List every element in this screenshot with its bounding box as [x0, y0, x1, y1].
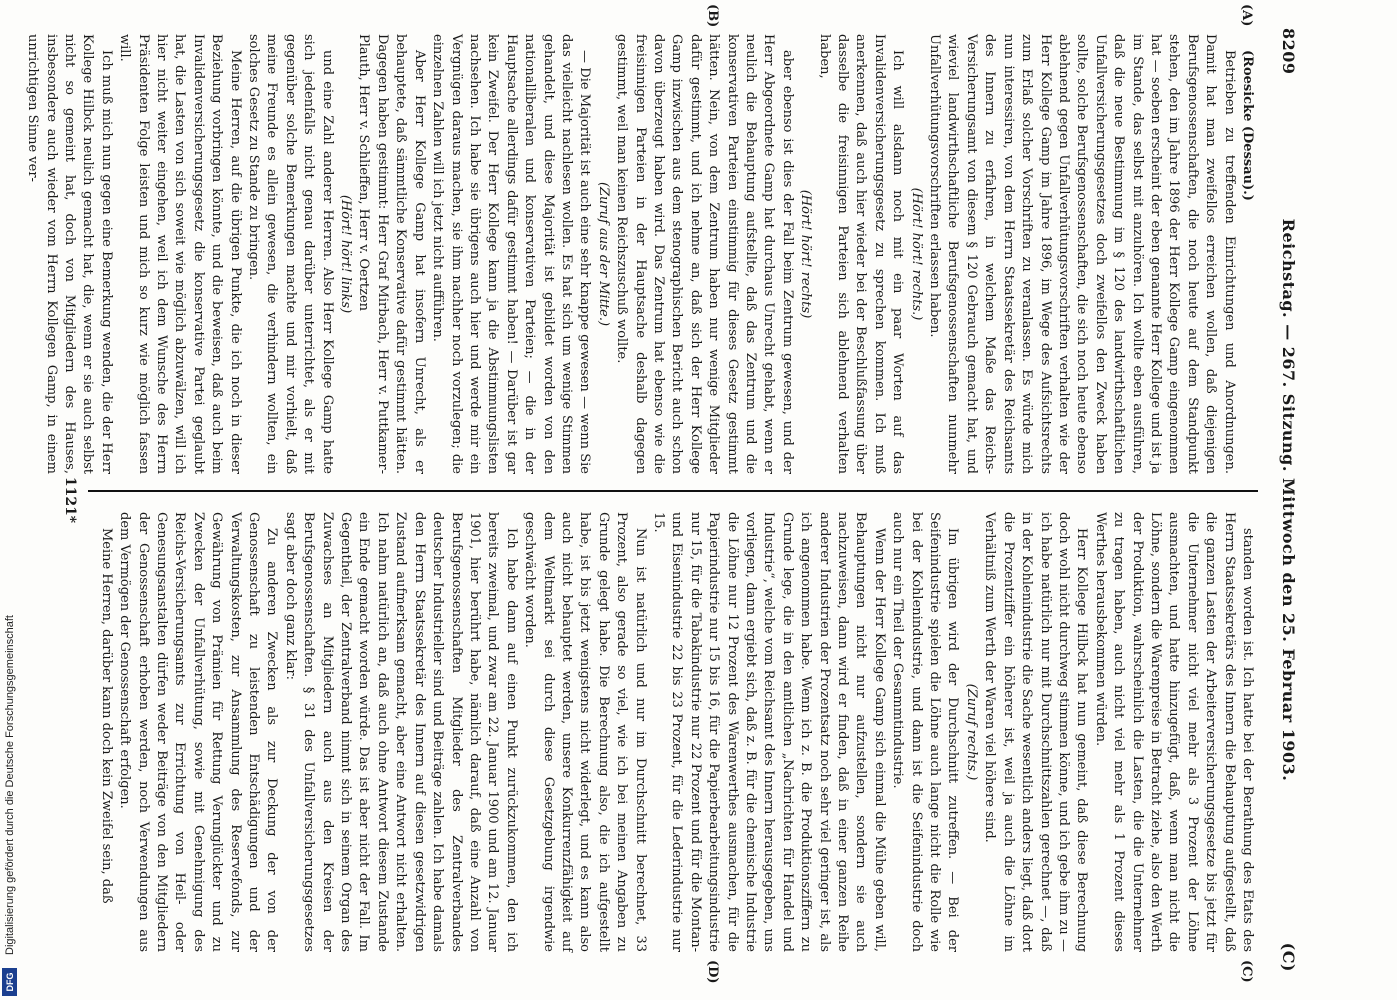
- running-header: [1268, 28, 1298, 972]
- page-number-header: 8209: [1279, 28, 1298, 75]
- dfg-logo-icon: [2, 968, 17, 996]
- paragraph: Betrieben zu treffenden Einrichtungen und Anordnungen. Damit hat man zweifellos erreichen wollen, daß diejenigen Berufsgenossenschaften, die noch heute auf dem Standpunkt stehen, den im Jahre 1896 der Herr Kollege Gamp eingenommen hat — soeben erscheint der eben genannte Herr Kollege und ist ja im Stande, das selbst mit anzuhören. Ich wollte eben ausführen, daß die neue Bestimmung im § 120 des landwirthschaftlichen Unfallversicherungsgesetzes doch zweifellos den Zweck haben sollte, solche Berufsgenossenschaften, die sich noch heute ebenso ablehnend gegen Unfallverhütungsvorschriften verhalten wie der Herr Kollege Gamp im Jahre 1896, im Wege des Aufsichtsrechts zum Erlaß solcher Vorschriften zu veranlassen. Es würde mich nun interessiren, von dem Herrn Staatssekretär des Reichsamts des Innern zu erfahren, in welchem Maße das Reichs-Versicherungsamt von diesem § 120 Gebrauch gemacht hat, und wieviel landwirthschaftliche Berufsgenossenschaften nunmehr Unfallverhütungsvorschriften erlassen haben.: [927, 34, 1237, 474]
- speaker-name: (Roesicke (Dessau).): [1240, 50, 1255, 201]
- paragraph: Ich muß mich nun gegen eine Bemerkung wenden, die der Herr Kollege Hilbck neulich gemacht hat, die, wenn er sie auch selbst nicht so gemeint hat, doch von Mitgliedern des Hauses, insbesondere auch wieder vom Herrn Kollegen Gamp, in einem unrichtigen Sinne ver-: [25, 34, 114, 474]
- paragraph: Im übrigen wird der Durchschnitt zutreffen. — Bei der Seifenindustrie spielen die Löhne auch lange nicht die Rolle wie bei der Kohlenindustrie, und dann ist die Seifenindustrie doch auch nur ein Theil der Gesammtindustrie.: [890, 512, 961, 952]
- page-footer-number: 1121*: [62, 476, 78, 524]
- column-divider: [88, 490, 1258, 492]
- right-column: [98, 512, 1256, 952]
- paragraph: aber ebenso ist dies der Fall beim Zentrum gewesen, und der Herr Abgeordnete Gamp hat durchaus Unrecht gehabt, wenn er neulich die Behauptung aufstellte, daß das Zentrum und die konservativen Parteien einstimmig für dieses Gesetz gestimmt hätten. Nein, von dem Zentrum haben nur wenige Mitglieder dafür gestimmt, und ich nehme an, daß sich der Herr Kollege Gamp inzwischen aus dem stenographischen Bericht auch schon davon überzeugt haben wird. Das Zentrum hat ebenso wie die freisinnigen Parteien in der Hauptsache deshalb dagegen gestimmt, weil man keinen Reichszuschuß wollte.: [614, 34, 795, 474]
- margin-marker-d: (D): [705, 960, 720, 984]
- margin-marker-a: (A): [1239, 4, 1254, 27]
- margin-marker-c-header: (C): [1279, 942, 1298, 972]
- paragraph: Ich will alsdann noch mit ein paar Worten auf das Invalidenversicherungsgesetz zu sprechen kommen. Ich muß anerkennen, daß auch hier wieder bei der Beschlußfassung über dasselbe die freisinnigen Parteien sich ablehnend verhalten haben,: [816, 34, 906, 474]
- left-column: [25, 34, 1256, 474]
- paragraph: Meine Herren, darüber kann doch kein Zweifel sein, daß: [98, 528, 114, 904]
- interjection: (Hört! hört! rechts.): [908, 187, 924, 321]
- funding-credit: Digitalisierung gefördert durch die Deutsche Forschungsgemeinschaft: [4, 615, 16, 955]
- paragraph: Herr Kollege Hilbck hat nun gemeint, daß diese Berechnung doch wohl nicht durchweg stimmen könne, und ich gebe ihm zu — ich habe natürlich nur mit Durchschnittszahlen gerechnet —, daß in der Kohlenindustrie die Sache wesentlich anders liegt, daß dort die Prozentziffer ein höherer ist, weil ja auch die Löhne im Verhältniß zum Werth der Waren viel höhere sind.: [982, 512, 1090, 952]
- margin-marker-c: (C): [1239, 960, 1254, 983]
- paragraph: Nun ist natürlich und nur im Durchschnitt berechnet, 33 Prozent, also gerade so viel, wie ich bei meinen Angaben zu Grunde gelegt habe. Die Berechnung also, die ich aufgestellt habe, ist bis jetzt wenigstens nicht widerlegt, und es kann also auch nicht behauptet werden, unsere Konkurrenzfähigkeit auf dem Weltmarkt sei durch diese Gesetzgebung irgendwie geschwächt worden.: [522, 512, 648, 952]
- interjection: (Hört! hört! rechts): [798, 189, 814, 319]
- paragraph: Ich habe dann auf einen Punkt zurückzukommen, den ich bereits zweimal, und zwar am 22. Januar 1900 und am 12. Januar 1901, hier berührt habe, nämlich darauf, daß eine Anzahl von Berufsgenossenschaften Mitglieder des Zentralverbandes deutscher Industrieller sind und Beiträge zahlen. Ich habe damals den Herrn Staatssekretär des Innern auf diesen gesetzwidrigen Zustand aufmerksam gemacht, aber eine Antwort nicht erhalten. Ich nahm natürlich an, daß auch ohne Antwort diesem Zustande ein Ende gemacht worden würde. Das ist aber nicht der Fall. Im Gegentheil, der Zentralverband nimmt sich in seinem Organ des Zuwachses an Mitgliedern auch aus den Kreisen der Berufsgenossenschaften. § 31 des Unfallversicherungsgesetzes sagt aber doch ganz klar:: [282, 512, 519, 952]
- margin-marker-b: (B): [705, 4, 720, 28]
- paragraph: standen worden ist. Ich hatte bei der Berathung des Etats des Herrn Staatssekretärs des Innern die Behauptung aufgestellt, daß die ganzen Lasten der Arbeiterversicherungsgesetze bis jetzt für die Unternehmer nicht viel mehr als 3 Prozent der Löhne ausmachten, und hatte hinzugefügt, daß, wenn man nicht die Löhne, sondern die Warenpreise in Betracht ziehe, also den Werth der Produktion, wahrscheinlich die Lasten, die die Unternehmer zu tragen haben, auch nicht viel mehr als 1 Prozent dieses Werthes herausbekommen würden.: [1092, 512, 1255, 952]
- paragraph: Meine Herren, auf die übrigen Punkte, die ich noch in dieser Beziehung vorbringen könnte, und die beweisen, daß auch beim Invalidenversicherungsgesetz die konservative Partei geglaubt hat, die Lasten von sich soweit wie möglich abzuwälzen, will ich hier nicht weiter eingehen, weil ich dem Wunsche des Herrn Präsidenten Folge leisten und mich so kurz wie möglich fassen will.: [117, 34, 243, 474]
- interjection: (Zuruf aus der Mitte.): [595, 181, 611, 327]
- paragraph: — Die Majorität ist auch eine sehr knappe gewesen — wenn Sie das vielleicht nachlesen wollen. Es hat sich um wenige Stimmen gehandelt, und diese Majorität ist gebildet worden von den nationalliberalen und konservativen Parteien; — die in der Hauptsache allerdings dafür gestimmt haben! — Darüber ist gar kein Zweifel. Der Herr Kollege kann ja die Abstimmungslisten nachsehen. Ich habe sie übrigens auch hier und werde mir ein Vergnügen daraus machen, sie ihm nachher noch vorzulegen; die einzelnen Zahlen will ich jetzt nicht aufführen.: [430, 34, 593, 474]
- quoted-law-text: Zu anderen Zwecken als zur Deckung der von der Genossenschaft zu leistenden Entschädigungen und der Verwaltungskosten, zur Ansammlung des Reservefonds, zur Gewährung von Prämien für Rettung Verunglückter und zu Zwecken der Unfallverhütung, sowie mit Genehmigung des Reichs-Versicherungsamts zur Errichtung von Heil- oder Genesungsanstalten dürfen weder Beiträge von den Mitgliedern der Genossenschaft erhoben werden, noch Verwendungen aus dem Vermögen der Genossenschaft erfolgen.: [117, 512, 280, 952]
- paragraph: Wenn der Herr Kollege Gamp sich einmal die Mühe geben will, Behauptungen nicht nur aufzustellen, sondern sie auch nachzuweisen, dann wird er finden, daß in einer ganzen Reihe anderer Industrien der Prozentsatz noch sehr viel geringer ist, als ich angenommen habe. Wenn ich z. B. die Produktionsziffern zu Grunde lege, die in den amtlichen „Nachrichten für Handel und Industrie“, welche vom Reichsamt des Innern herausgegeben, uns vorliegen, dann ergiebt sich, daß z. B. für die chemische Industrie die Löhne nur 12 Prozent des Warenwerthes ausmachen, für die Papierindustrie nur 15 bis 16, für die Papierbearbeitungsindustrie nur 15, für die Tabakindustrie nur 22 Prozent und für die Montan- und Eisenindustrie 22 bis 23 Prozent, für die Lederindustrie nur 15.: [651, 512, 887, 952]
- paragraph: Aber Herr Kollege Gamp hat insofern Unrecht, als er behauptete, daß sämmtliche Konservative dafür gestimmt hätten. Dagegen haben gestimmt: Herr Graf Mirbach, Herr v. Puttkamer-Plauth, Herr v. Schlieffen, Herr v. Oertzen: [356, 34, 427, 474]
- credit-strip: [0, 0, 20, 1000]
- interjection: (Hört! hört! links): [338, 194, 354, 314]
- interjection: (Zuruf rechts.): [963, 683, 979, 781]
- dfg-logo-text: DFG: [4, 972, 15, 992]
- rotated-text-sheet: [25, 0, 1340, 1000]
- paragraph: und eine Zahl anderer Herren. Also Herr Kollege Gamp hatte sich jedenfalls nicht genau darüber unterrichtet, als er mit gegenüber solche Bemerkungen machte und mir vorhielt, daß meine Freunde es allein gewesen, die verhindern wollten, ein solches Gesetz zu Stande zu bringen.: [246, 34, 335, 474]
- session-title: Reichstag. — 267. Sitzung. Mittwoch den 25. Februar 1903.: [1279, 218, 1298, 782]
